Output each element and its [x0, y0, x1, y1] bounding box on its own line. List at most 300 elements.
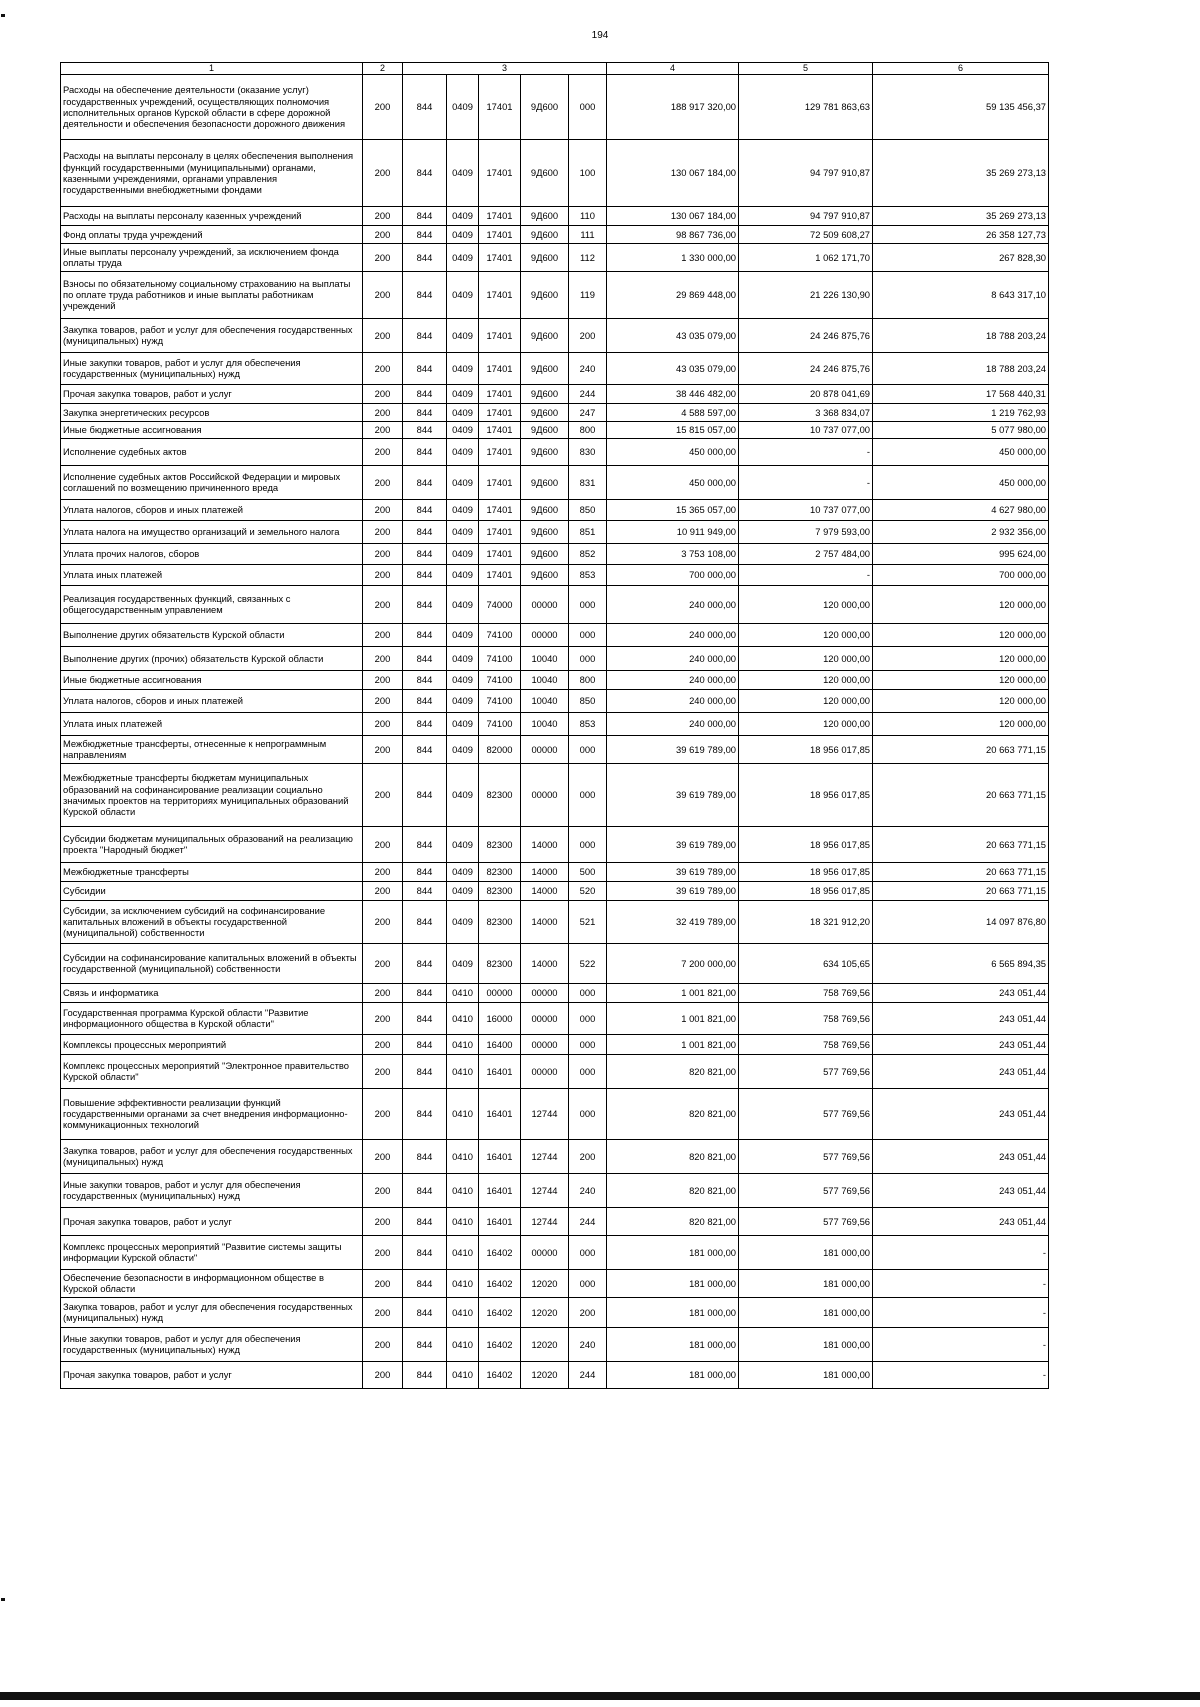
- amount-executed: 94 797 910,87: [739, 206, 873, 225]
- code-ministry: 844: [403, 862, 447, 881]
- code-expense-type: 112: [569, 243, 607, 271]
- code-ministry: 844: [403, 1054, 447, 1088]
- code-expense-type: 521: [569, 900, 607, 943]
- header-col-1: 1: [61, 63, 363, 75]
- amount-executed: 577 769,56: [739, 1088, 873, 1139]
- code-program: 74100: [479, 623, 521, 646]
- amount-plan: 7 200 000,00: [607, 943, 739, 983]
- amount-executed: 577 769,56: [739, 1054, 873, 1088]
- code-direction: 9Д600: [521, 384, 569, 403]
- amount-executed: 24 246 875,76: [739, 352, 873, 384]
- table-row: [61, 318, 1049, 352]
- code-direction: 9Д600: [521, 564, 569, 585]
- table-row: [61, 564, 1049, 585]
- code-direction: 9Д600: [521, 465, 569, 499]
- code-program: 82300: [479, 900, 521, 943]
- code-expense-type: 111: [569, 225, 607, 243]
- code-program: 17401: [479, 499, 521, 520]
- code-ministry: 844: [403, 318, 447, 352]
- amount-plan: 98 867 736,00: [607, 225, 739, 243]
- code-program: 17401: [479, 520, 521, 543]
- code-direction: 14000: [521, 881, 569, 900]
- code-expense-type: 522: [569, 943, 607, 983]
- amount-remaining: 14 097 876,80: [873, 900, 1049, 943]
- code-expense-type: 000: [569, 1002, 607, 1034]
- code-ministry: 844: [403, 646, 447, 670]
- table-row: [61, 670, 1049, 689]
- code-ministry: 844: [403, 881, 447, 900]
- code-direction: 9Д600: [521, 438, 569, 465]
- code-ministry: 844: [403, 352, 447, 384]
- code-ministry: 844: [403, 1173, 447, 1207]
- code-program: 00000: [479, 983, 521, 1002]
- table-row: [61, 900, 1049, 943]
- code-admin: 200: [363, 900, 403, 943]
- code-program: 17401: [479, 243, 521, 271]
- amount-executed: 18 956 017,85: [739, 862, 873, 881]
- code-expense-type: 244: [569, 1361, 607, 1388]
- code-section: 0409: [447, 499, 479, 520]
- code-direction: 12020: [521, 1269, 569, 1297]
- code-admin: 200: [363, 1207, 403, 1235]
- code-expense-type: 200: [569, 1297, 607, 1327]
- code-expense-type: 000: [569, 1235, 607, 1269]
- code-expense-type: 240: [569, 1173, 607, 1207]
- row-name: Закупка товаров, работ и услуг для обеспечения государственных (муниципальных) нужд: [61, 1297, 363, 1327]
- row-name: Комплекс процессных мероприятий "Развитие системы защиты информации Курской области": [61, 1235, 363, 1269]
- amount-remaining: 120 000,00: [873, 585, 1049, 623]
- amount-plan: 1 001 821,00: [607, 1002, 739, 1034]
- amount-executed: 758 769,56: [739, 1002, 873, 1034]
- row-name: Реализация государственных функций, связанных с общегосударственным управлением: [61, 585, 363, 623]
- table-row: [61, 403, 1049, 421]
- amount-remaining: 450 000,00: [873, 465, 1049, 499]
- amount-remaining: 700 000,00: [873, 564, 1049, 585]
- code-program: 82300: [479, 826, 521, 862]
- code-direction: 00000: [521, 735, 569, 763]
- amount-remaining: 243 051,44: [873, 1054, 1049, 1088]
- code-ministry: 844: [403, 1207, 447, 1235]
- amount-executed: 120 000,00: [739, 670, 873, 689]
- code-section: 0409: [447, 139, 479, 206]
- amount-plan: 820 821,00: [607, 1207, 739, 1235]
- code-program: 16000: [479, 1002, 521, 1034]
- amount-executed: 18 956 017,85: [739, 763, 873, 826]
- row-name: Расходы на обеспечение деятельности (оказание услуг) государственных учреждений, осуществляющих полномочия исполнительных органов Курской области в сфере дорожной деятельности и обеспечения безопасности дорожного движения: [61, 74, 363, 139]
- amount-executed: 24 246 875,76: [739, 318, 873, 352]
- code-program: 17401: [479, 74, 521, 139]
- code-section: 0409: [447, 74, 479, 139]
- amount-executed: 181 000,00: [739, 1297, 873, 1327]
- code-program: 74100: [479, 689, 521, 712]
- row-name: Субсидии: [61, 881, 363, 900]
- header-col-2: 2: [363, 63, 403, 75]
- amount-remaining: 20 663 771,15: [873, 881, 1049, 900]
- code-expense-type: 247: [569, 403, 607, 421]
- amount-remaining: 35 269 273,13: [873, 206, 1049, 225]
- code-direction: 10040: [521, 646, 569, 670]
- code-expense-type: 000: [569, 623, 607, 646]
- code-direction: 9Д600: [521, 543, 569, 564]
- code-admin: 200: [363, 670, 403, 689]
- code-section: 0409: [447, 206, 479, 225]
- code-program: 17401: [479, 543, 521, 564]
- code-expense-type: 000: [569, 735, 607, 763]
- amount-plan: 1 001 821,00: [607, 1034, 739, 1054]
- code-expense-type: 800: [569, 421, 607, 438]
- code-expense-type: 000: [569, 646, 607, 670]
- code-section: 0409: [447, 465, 479, 499]
- amount-plan: 181 000,00: [607, 1235, 739, 1269]
- code-admin: 200: [363, 1088, 403, 1139]
- row-name: Исполнение судебных актов: [61, 438, 363, 465]
- code-admin: 200: [363, 318, 403, 352]
- amount-remaining: -: [873, 1269, 1049, 1297]
- amount-remaining: 6 565 894,35: [873, 943, 1049, 983]
- code-admin: 200: [363, 881, 403, 900]
- code-section: 0409: [447, 585, 479, 623]
- code-expense-type: 830: [569, 438, 607, 465]
- amount-remaining: 20 663 771,15: [873, 763, 1049, 826]
- code-direction: 9Д600: [521, 74, 569, 139]
- amount-plan: 39 619 789,00: [607, 826, 739, 862]
- code-expense-type: 000: [569, 983, 607, 1002]
- code-direction: 9Д600: [521, 421, 569, 438]
- amount-remaining: 243 051,44: [873, 1034, 1049, 1054]
- code-program: 17401: [479, 139, 521, 206]
- row-name: Субсидии бюджетам муниципальных образований на реализацию проекта "Народный бюджет": [61, 826, 363, 862]
- code-program: 17401: [479, 225, 521, 243]
- amount-remaining: 243 051,44: [873, 1088, 1049, 1139]
- row-name: Прочая закупка товаров, работ и услуг: [61, 1361, 363, 1388]
- code-program: 16402: [479, 1235, 521, 1269]
- table-row: [61, 689, 1049, 712]
- row-name: Фонд оплаты труда учреждений: [61, 225, 363, 243]
- code-admin: 200: [363, 520, 403, 543]
- code-expense-type: 000: [569, 1054, 607, 1088]
- code-expense-type: 240: [569, 352, 607, 384]
- code-ministry: 844: [403, 1139, 447, 1173]
- row-name: Исполнение судебных актов Российской Федерации и мировых соглашений по возмещению причиненного вреда: [61, 465, 363, 499]
- table-row: [61, 712, 1049, 735]
- row-name: Уплата налогов, сборов и иных платежей: [61, 689, 363, 712]
- code-program: 16401: [479, 1173, 521, 1207]
- code-admin: 200: [363, 735, 403, 763]
- amount-plan: 43 035 079,00: [607, 352, 739, 384]
- code-section: 0410: [447, 1054, 479, 1088]
- amount-remaining: 18 788 203,24: [873, 352, 1049, 384]
- table-row: [61, 1173, 1049, 1207]
- code-ministry: 844: [403, 1361, 447, 1388]
- amount-plan: 181 000,00: [607, 1297, 739, 1327]
- code-program: 17401: [479, 438, 521, 465]
- code-admin: 200: [363, 689, 403, 712]
- amount-executed: -: [739, 465, 873, 499]
- code-section: 0409: [447, 384, 479, 403]
- code-expense-type: 850: [569, 689, 607, 712]
- amount-executed: 20 878 041,69: [739, 384, 873, 403]
- amount-remaining: 20 663 771,15: [873, 735, 1049, 763]
- code-expense-type: 000: [569, 826, 607, 862]
- code-direction: 9Д600: [521, 352, 569, 384]
- row-name: Межбюджетные трансферты бюджетам муниципальных образований на софинансирование реализации социально значимых проектов на территориях муниципальных образований Курской области: [61, 763, 363, 826]
- amount-plan: 240 000,00: [607, 670, 739, 689]
- row-name: Расходы на выплаты персоналу казенных учреждений: [61, 206, 363, 225]
- amount-executed: 181 000,00: [739, 1235, 873, 1269]
- row-name: Государственная программа Курской области "Развитие информационного общества в Курской области": [61, 1002, 363, 1034]
- table-row: [61, 271, 1049, 318]
- code-section: 0410: [447, 983, 479, 1002]
- amount-executed: 129 781 863,63: [739, 74, 873, 139]
- table-row: [61, 243, 1049, 271]
- code-admin: 200: [363, 139, 403, 206]
- amount-remaining: -: [873, 1297, 1049, 1327]
- code-section: 0410: [447, 1207, 479, 1235]
- amount-plan: 39 619 789,00: [607, 881, 739, 900]
- code-expense-type: 850: [569, 499, 607, 520]
- amount-remaining: 5 077 980,00: [873, 421, 1049, 438]
- code-program: 17401: [479, 352, 521, 384]
- code-ministry: 844: [403, 543, 447, 564]
- code-program: 17401: [479, 564, 521, 585]
- amount-executed: 181 000,00: [739, 1361, 873, 1388]
- code-program: 74000: [479, 585, 521, 623]
- code-program: 74100: [479, 712, 521, 735]
- code-admin: 200: [363, 403, 403, 421]
- code-expense-type: 000: [569, 1269, 607, 1297]
- amount-plan: 820 821,00: [607, 1173, 739, 1207]
- amount-remaining: -: [873, 1327, 1049, 1361]
- code-program: 16401: [479, 1207, 521, 1235]
- code-admin: 200: [363, 862, 403, 881]
- code-program: 17401: [479, 403, 521, 421]
- code-ministry: 844: [403, 421, 447, 438]
- code-expense-type: 000: [569, 763, 607, 826]
- table-row: [61, 1034, 1049, 1054]
- row-name: Выполнение других (прочих) обязательств Курской области: [61, 646, 363, 670]
- code-admin: 200: [363, 1173, 403, 1207]
- code-ministry: 844: [403, 1269, 447, 1297]
- table-row: [61, 763, 1049, 826]
- table-row: [61, 1139, 1049, 1173]
- amount-plan: 820 821,00: [607, 1054, 739, 1088]
- code-admin: 200: [363, 1327, 403, 1361]
- amount-plan: 10 911 949,00: [607, 520, 739, 543]
- code-admin: 200: [363, 943, 403, 983]
- code-direction: 10040: [521, 689, 569, 712]
- code-section: 0409: [447, 564, 479, 585]
- code-direction: 12744: [521, 1139, 569, 1173]
- amount-executed: 577 769,56: [739, 1139, 873, 1173]
- code-section: 0410: [447, 1088, 479, 1139]
- code-admin: 200: [363, 465, 403, 499]
- column-number-header: [61, 63, 1049, 75]
- code-direction: 12744: [521, 1088, 569, 1139]
- amount-remaining: 995 624,00: [873, 543, 1049, 564]
- amount-remaining: 243 051,44: [873, 1002, 1049, 1034]
- row-name: Субсидии, за исключением субсидий на софинансирование капитальных вложений в объекты государственной (муниципальной) собственности: [61, 900, 363, 943]
- code-direction: 9Д600: [521, 403, 569, 421]
- amount-remaining: 20 663 771,15: [873, 862, 1049, 881]
- code-section: 0409: [447, 438, 479, 465]
- amount-executed: 120 000,00: [739, 689, 873, 712]
- amount-remaining: 243 051,44: [873, 983, 1049, 1002]
- code-section: 0409: [447, 225, 479, 243]
- amount-plan: 39 619 789,00: [607, 862, 739, 881]
- code-section: 0409: [447, 352, 479, 384]
- code-admin: 200: [363, 352, 403, 384]
- row-name: Уплата налога на имущество организаций и земельного налога: [61, 520, 363, 543]
- code-ministry: 844: [403, 243, 447, 271]
- amount-plan: 188 917 320,00: [607, 74, 739, 139]
- amount-plan: 32 419 789,00: [607, 900, 739, 943]
- code-direction: 12744: [521, 1173, 569, 1207]
- table-row: [61, 421, 1049, 438]
- code-direction: 14000: [521, 862, 569, 881]
- code-expense-type: 000: [569, 585, 607, 623]
- code-direction: 00000: [521, 1235, 569, 1269]
- code-admin: 200: [363, 1139, 403, 1173]
- code-ministry: 844: [403, 826, 447, 862]
- amount-remaining: 59 135 456,37: [873, 74, 1049, 139]
- code-section: 0409: [447, 646, 479, 670]
- code-admin: 200: [363, 1235, 403, 1269]
- amount-remaining: 267 828,30: [873, 243, 1049, 271]
- code-direction: 12020: [521, 1297, 569, 1327]
- code-expense-type: 852: [569, 543, 607, 564]
- code-program: 16402: [479, 1297, 521, 1327]
- amount-executed: 758 769,56: [739, 983, 873, 1002]
- code-ministry: 844: [403, 564, 447, 585]
- row-name: Обеспечение безопасности в информационном обществе в Курской области: [61, 1269, 363, 1297]
- row-name: Межбюджетные трансферты, отнесенные к непрограммным направлениям: [61, 735, 363, 763]
- code-admin: 200: [363, 763, 403, 826]
- code-expense-type: 244: [569, 1207, 607, 1235]
- code-direction: 00000: [521, 1054, 569, 1088]
- code-direction: 12744: [521, 1207, 569, 1235]
- amount-plan: 450 000,00: [607, 465, 739, 499]
- amount-plan: 820 821,00: [607, 1139, 739, 1173]
- amount-remaining: 120 000,00: [873, 646, 1049, 670]
- code-ministry: 844: [403, 983, 447, 1002]
- table-row: [61, 352, 1049, 384]
- code-program: 82300: [479, 763, 521, 826]
- amount-remaining: 17 568 440,31: [873, 384, 1049, 403]
- code-section: 0410: [447, 1235, 479, 1269]
- amount-executed: 2 757 484,00: [739, 543, 873, 564]
- code-admin: 200: [363, 421, 403, 438]
- amount-plan: 15 815 057,00: [607, 421, 739, 438]
- code-direction: 00000: [521, 1034, 569, 1054]
- row-name: Межбюджетные трансферты: [61, 862, 363, 881]
- amount-executed: 1 062 171,70: [739, 243, 873, 271]
- amount-remaining: 120 000,00: [873, 623, 1049, 646]
- header-col-5: 5: [739, 63, 873, 75]
- code-admin: 200: [363, 271, 403, 318]
- code-admin: 200: [363, 1054, 403, 1088]
- amount-plan: 700 000,00: [607, 564, 739, 585]
- amount-remaining: 120 000,00: [873, 689, 1049, 712]
- amount-plan: 181 000,00: [607, 1269, 739, 1297]
- code-expense-type: 000: [569, 1034, 607, 1054]
- code-ministry: 844: [403, 712, 447, 735]
- code-expense-type: 000: [569, 1088, 607, 1139]
- amount-plan: 3 753 108,00: [607, 543, 739, 564]
- code-admin: 200: [363, 225, 403, 243]
- table-row: [61, 225, 1049, 243]
- code-section: 0409: [447, 862, 479, 881]
- code-direction: 12020: [521, 1361, 569, 1388]
- row-name: Взносы по обязательному социальному страхованию на выплаты по оплате труда работников и иные выплаты работникам учреждений: [61, 271, 363, 318]
- code-section: 0409: [447, 520, 479, 543]
- amount-plan: 181 000,00: [607, 1361, 739, 1388]
- row-name: Выполнение других обязательств Курской области: [61, 623, 363, 646]
- code-expense-type: 000: [569, 74, 607, 139]
- table-row: [61, 646, 1049, 670]
- code-ministry: 844: [403, 1034, 447, 1054]
- amount-remaining: 2 932 356,00: [873, 520, 1049, 543]
- table-row: [61, 623, 1049, 646]
- table-row: [61, 1361, 1049, 1388]
- amount-remaining: 18 788 203,24: [873, 318, 1049, 352]
- code-admin: 200: [363, 983, 403, 1002]
- table-row: [61, 1054, 1049, 1088]
- code-ministry: 844: [403, 271, 447, 318]
- amount-remaining: 120 000,00: [873, 712, 1049, 735]
- table-row: [61, 1327, 1049, 1361]
- code-program: 16401: [479, 1054, 521, 1088]
- code-program: 17401: [479, 318, 521, 352]
- amount-remaining: 26 358 127,73: [873, 225, 1049, 243]
- table-row: [61, 585, 1049, 623]
- code-admin: 200: [363, 1361, 403, 1388]
- row-name: Комплексы процессных мероприятий: [61, 1034, 363, 1054]
- code-ministry: 844: [403, 623, 447, 646]
- amount-plan: 1 330 000,00: [607, 243, 739, 271]
- header-col-3: 3: [403, 63, 607, 75]
- row-name: Уплата налогов, сборов и иных платежей: [61, 499, 363, 520]
- code-expense-type: 853: [569, 564, 607, 585]
- code-program: 16401: [479, 1088, 521, 1139]
- amount-plan: 130 067 184,00: [607, 206, 739, 225]
- code-section: 0409: [447, 881, 479, 900]
- amount-remaining: 1 219 762,93: [873, 403, 1049, 421]
- code-ministry: 844: [403, 670, 447, 689]
- code-admin: 200: [363, 1297, 403, 1327]
- code-direction: 14000: [521, 826, 569, 862]
- code-ministry: 844: [403, 206, 447, 225]
- table-row: [61, 862, 1049, 881]
- table-row: [61, 465, 1049, 499]
- amount-plan: 38 446 482,00: [607, 384, 739, 403]
- amount-executed: 10 737 077,00: [739, 499, 873, 520]
- code-section: 0409: [447, 943, 479, 983]
- amount-executed: 577 769,56: [739, 1207, 873, 1235]
- code-section: 0410: [447, 1034, 479, 1054]
- code-expense-type: 110: [569, 206, 607, 225]
- code-direction: 10040: [521, 712, 569, 735]
- code-section: 0409: [447, 826, 479, 862]
- code-section: 0409: [447, 689, 479, 712]
- code-direction: 9Д600: [521, 206, 569, 225]
- code-ministry: 844: [403, 465, 447, 499]
- code-admin: 200: [363, 206, 403, 225]
- code-program: 82300: [479, 881, 521, 900]
- code-ministry: 844: [403, 499, 447, 520]
- code-admin: 200: [363, 564, 403, 585]
- amount-plan: 820 821,00: [607, 1088, 739, 1139]
- code-program: 17401: [479, 384, 521, 403]
